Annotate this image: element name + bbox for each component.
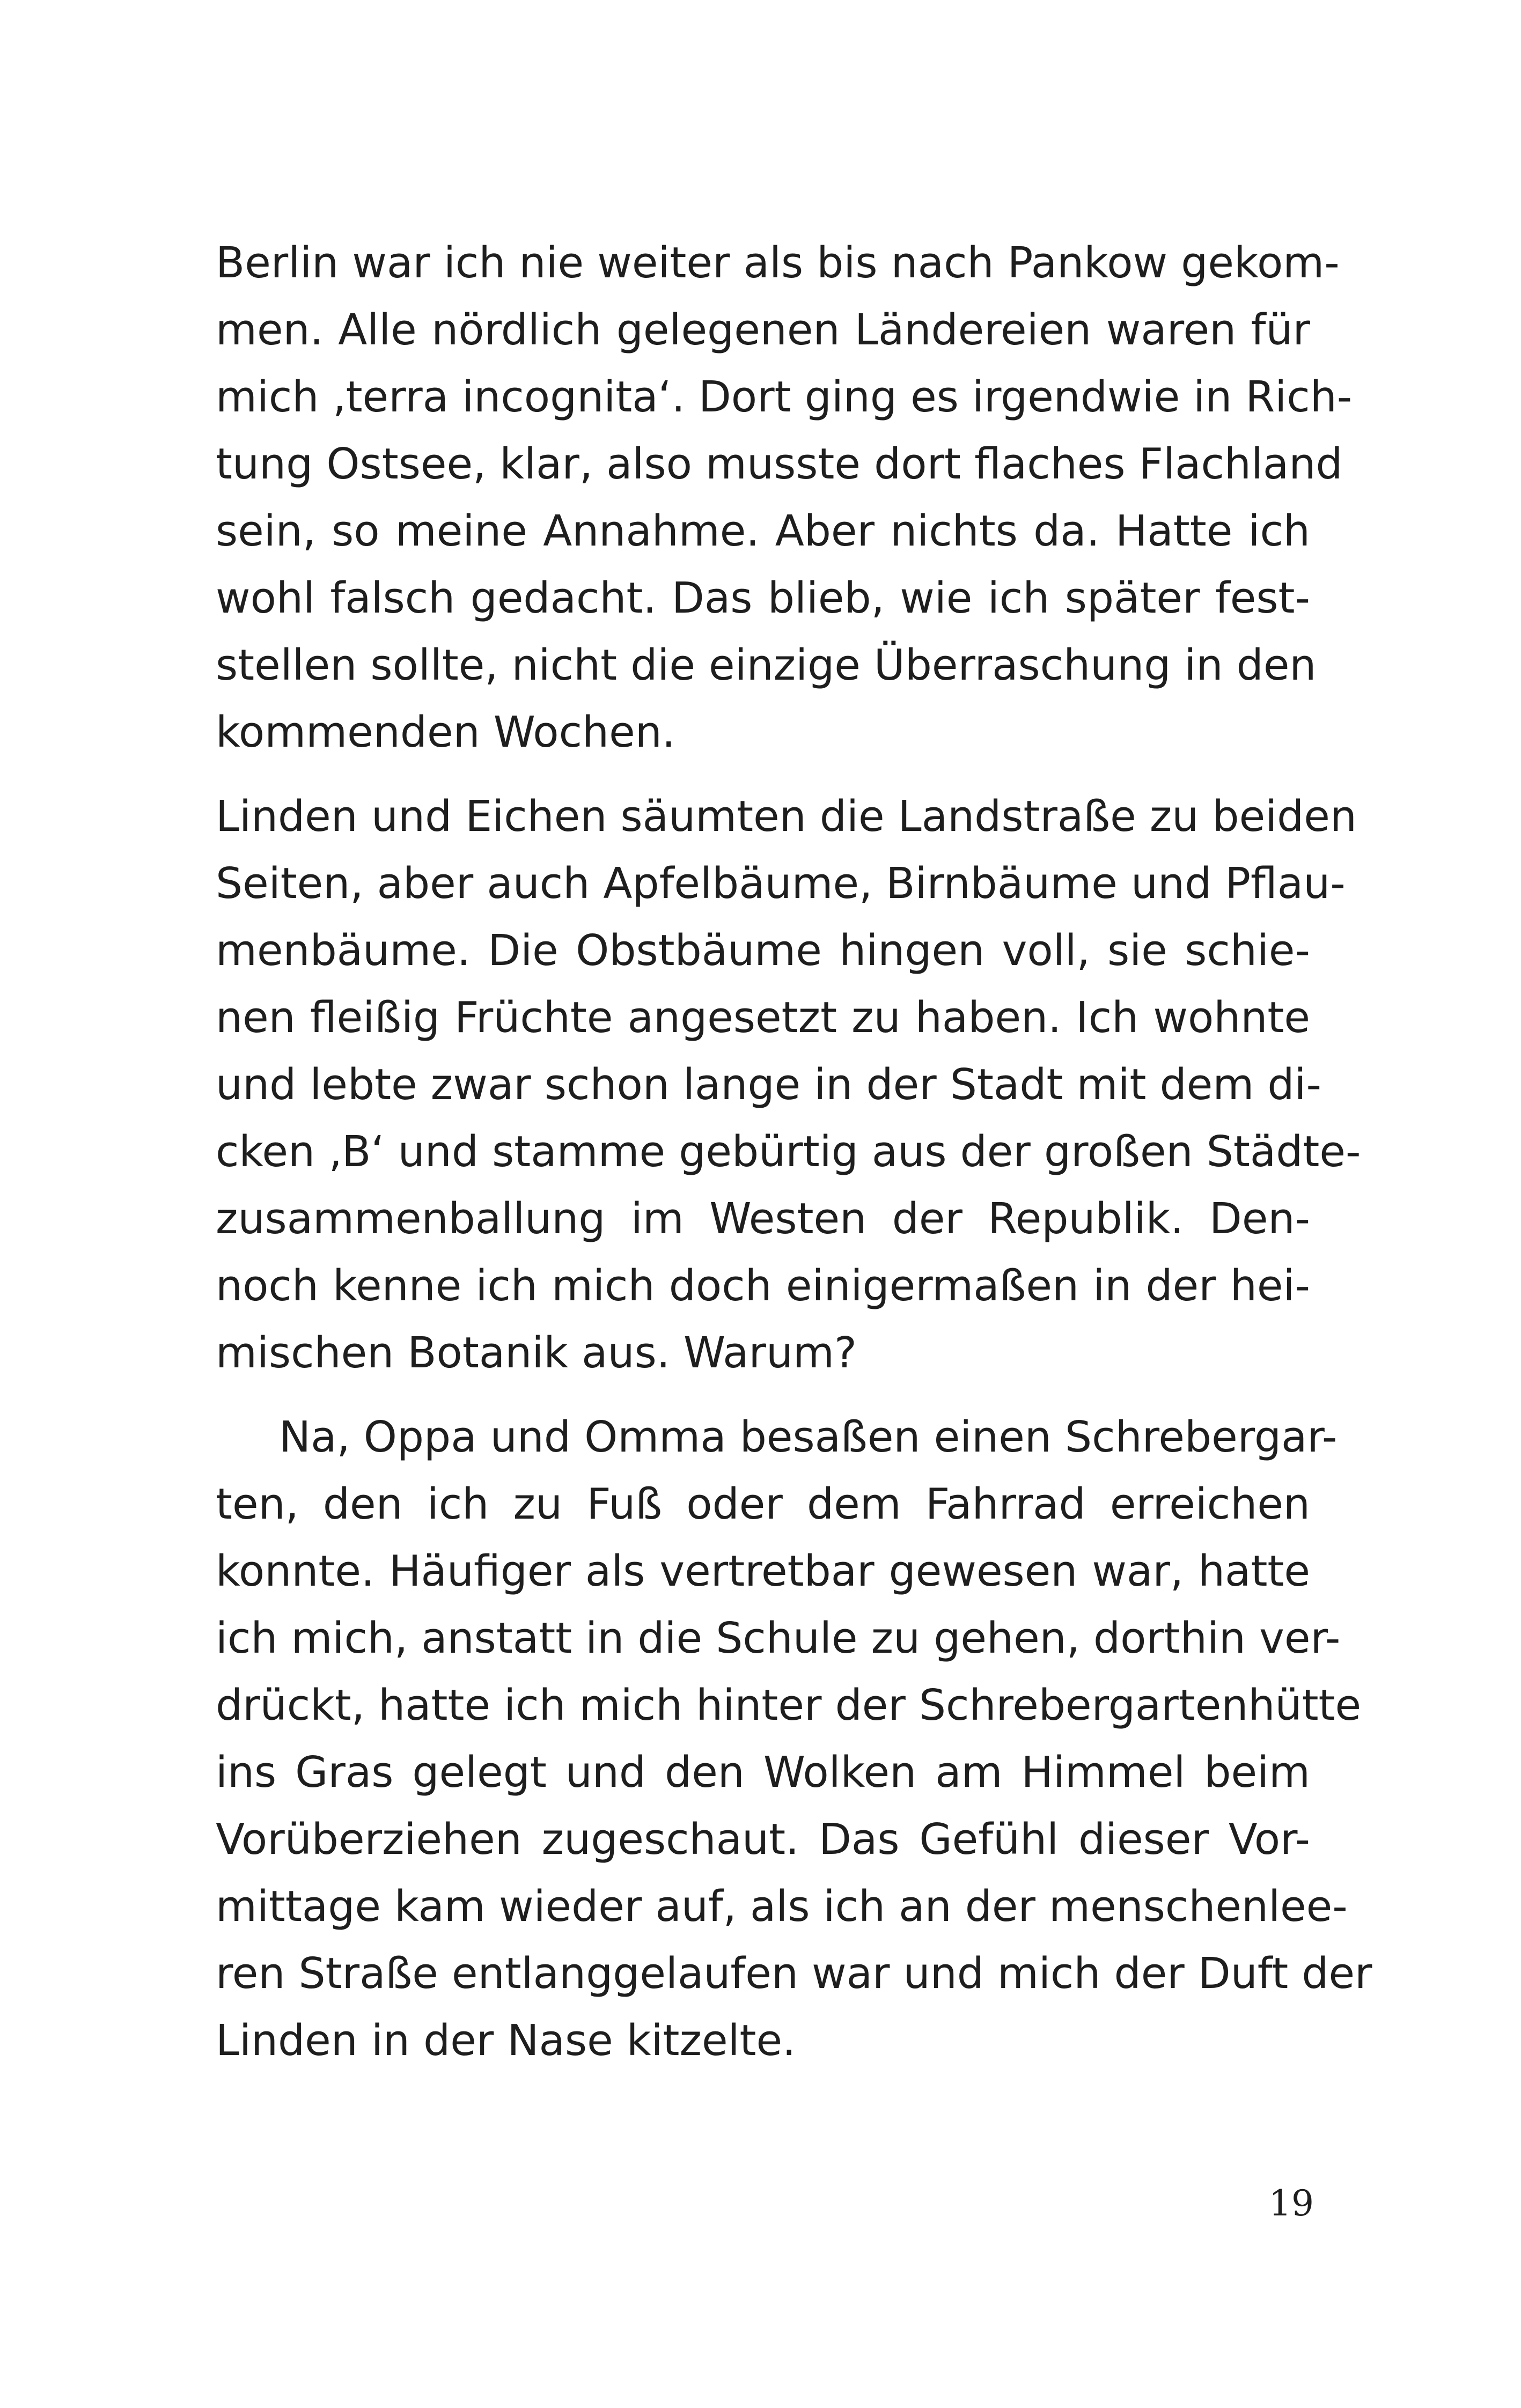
text-line: mittage kam wieder auf, als ich an der menschenlee- [216, 1882, 1348, 1931]
text-line: stellen sollte, nicht die einzige Überraschung in den [216, 640, 1317, 690]
text-line: ren Straße entlanggelaufen war und mich der Duft der [216, 1949, 1372, 1998]
text-line: men. Alle nördlich gelegenen Ländereien waren für [216, 305, 1310, 355]
text-line: konnte. Häufiger als vertretbar gewesen war, hatte [216, 1547, 1310, 1596]
text-line: ins Gras gelegt und den Wolken am Himmel beim [216, 1748, 1310, 1797]
text-line: ten, den ich zu Fuß oder dem Fahrrad erreichen [216, 1479, 1310, 1529]
text-line: mischen Botanik aus. Warum? [216, 1328, 857, 1378]
text-line: drückt, hatte ich mich hinter der Schrebergartenhütte [216, 1681, 1362, 1730]
text-line: zusammenballung im Westen der Republik. Den- [216, 1194, 1310, 1243]
text-line: ich mich, anstatt in die Schule zu gehen, dorthin ver- [216, 1614, 1341, 1663]
text-line: menbäume. Die Obstbäume hingen voll, sie schie- [216, 926, 1310, 975]
page-number: 19 [1269, 2183, 1314, 2224]
text-line: wohl falsch gedacht. Das blieb, wie ich später fest- [216, 573, 1310, 623]
text-line: Linden in der Nase kitzelte. [216, 2016, 796, 2065]
text-line: Seiten, aber auch Apfelbäume, Birnbäume und Pflau- [216, 859, 1346, 908]
text-line: kommenden Wochen. [216, 708, 675, 757]
text-line: Linden und Eichen säumten die Landstraße zu beiden [216, 792, 1357, 841]
text-line: cken ‚B‘ und stamme gebürtig aus der großen Städte- [216, 1127, 1361, 1176]
body-text [216, 230, 1372, 2074]
text-line: Vorüberziehen zugeschaut. Das Gefühl dieser Vor- [216, 1815, 1310, 1864]
paragraph-gap [216, 1387, 1310, 1404]
text-line: sein, so meine Annahme. Aber nichts da. Hatte ich [216, 506, 1310, 556]
paragraph-gap [216, 766, 1310, 783]
text-line: Berlin war ich nie weiter als bis nach Pankow gekom- [216, 238, 1340, 288]
text-line: Na, Oppa und Omma besaßen einen Schrebergar- [279, 1412, 1338, 1462]
text-line: tung Ostsee, klar, also musste dort flaches Flachland [216, 439, 1343, 489]
paragraph [216, 1404, 1372, 2074]
paragraph [216, 230, 1353, 766]
text-line: noch kenne ich mich doch einigermaßen in der hei- [216, 1261, 1310, 1310]
text-line: nen fleißig Früchte angesetzt zu haben. Ich wohnte [216, 993, 1310, 1042]
text-line: mich ‚terra incognita‘. Dort ging es irgendwie in Rich- [216, 372, 1353, 422]
text-line: und lebte zwar schon lange in der Stadt mit dem di- [216, 1060, 1321, 1109]
paragraph [216, 783, 1361, 1387]
